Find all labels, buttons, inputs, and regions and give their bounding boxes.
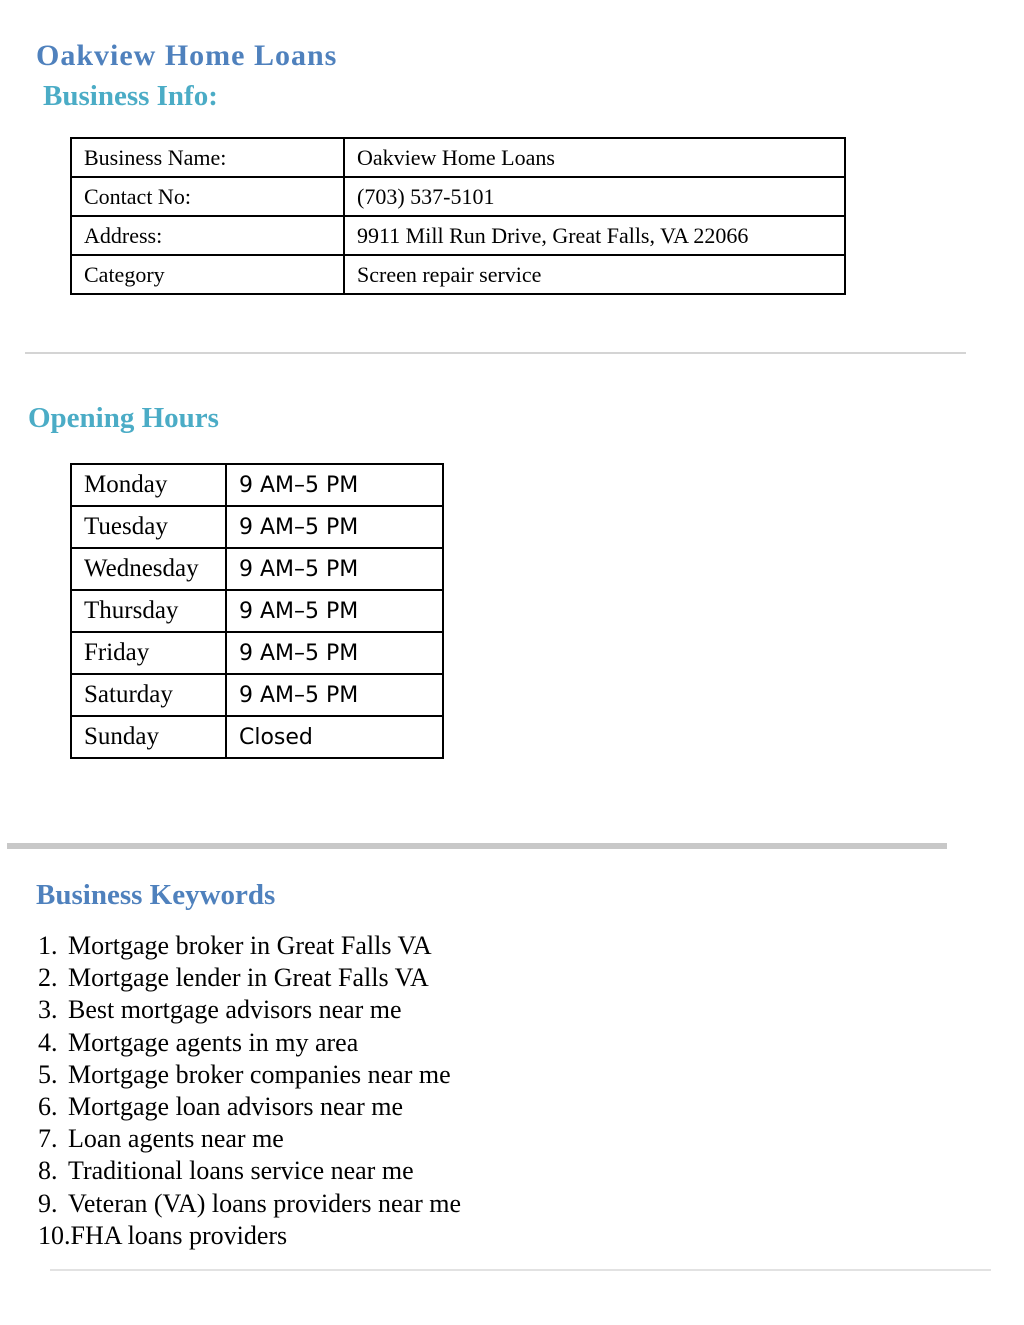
keyword-text: Traditional loans service near me	[68, 1156, 414, 1186]
hours-tuesday: 9 AM–5 PM	[226, 506, 443, 548]
hours-monday: 9 AM–5 PM	[226, 464, 443, 506]
category-value: Screen repair service	[344, 255, 845, 294]
keyword-list	[38, 930, 461, 1252]
section-divider	[7, 843, 947, 849]
business-info-heading: Business Info:	[43, 80, 218, 112]
hours-friday: 9 AM–5 PM	[226, 632, 443, 674]
table-row	[71, 506, 443, 548]
business-name-value: Oakview Home Loans	[344, 138, 845, 177]
hours-wednesday: 9 AM–5 PM	[226, 548, 443, 590]
page-title: Oakview Home Loans	[36, 39, 338, 72]
list-item	[38, 1123, 461, 1155]
business-info-table	[70, 137, 846, 295]
list-item	[38, 1027, 461, 1059]
list-number: 8.	[38, 1156, 58, 1186]
table-row	[71, 632, 443, 674]
hours-sunday: Closed	[226, 716, 443, 758]
section-divider	[25, 352, 966, 354]
keyword-text: Veteran (VA) loans providers near me	[68, 1188, 461, 1218]
table-row	[71, 216, 845, 255]
address-label: Address:	[71, 216, 344, 255]
keyword-text: Mortgage broker companies near me	[68, 1059, 451, 1089]
keyword-text: Loan agents near me	[68, 1124, 284, 1154]
day-thursday: Thursday	[71, 590, 226, 632]
keyword-text: Mortgage agents in my area	[68, 1027, 359, 1057]
keywords-heading: Business Keywords	[36, 879, 276, 911]
day-tuesday: Tuesday	[71, 506, 226, 548]
section-divider	[50, 1269, 991, 1271]
table-row	[71, 138, 845, 177]
list-item	[38, 962, 461, 994]
list-number: 6.	[38, 1092, 58, 1122]
list-item	[38, 1059, 461, 1091]
keyword-text: FHA loans providers	[70, 1220, 288, 1250]
keyword-text: Mortgage broker in Great Falls VA	[68, 931, 432, 960]
day-sunday: Sunday	[71, 716, 226, 758]
hours-thursday: 9 AM–5 PM	[226, 590, 443, 632]
list-number: 2.	[38, 963, 58, 993]
business-name-label: Business Name:	[71, 138, 344, 177]
category-label: Category	[71, 255, 344, 294]
keyword-text: Mortgage loan advisors near me	[68, 1092, 404, 1122]
day-monday: Monday	[71, 464, 226, 506]
day-wednesday: Wednesday	[71, 548, 226, 590]
day-saturday: Saturday	[71, 674, 226, 716]
list-item	[38, 1091, 461, 1123]
table-row	[71, 548, 443, 590]
list-number: 5.	[38, 1059, 58, 1089]
keyword-text: Mortgage lender in Great Falls VA	[68, 963, 429, 993]
table-row	[71, 674, 443, 716]
list-number: 7.	[38, 1124, 58, 1154]
list-item	[38, 1220, 461, 1252]
table-row	[71, 464, 443, 506]
opening-hours-table	[70, 463, 444, 759]
opening-hours-heading: Opening Hours	[28, 402, 219, 434]
keyword-text: Best mortgage advisors near me	[68, 995, 402, 1025]
list-number: 4.	[38, 1027, 58, 1057]
list-number: 9.	[38, 1188, 58, 1218]
list-number: 1.	[38, 931, 58, 960]
hours-saturday: 9 AM–5 PM	[226, 674, 443, 716]
list-item	[38, 994, 461, 1026]
contact-no-value: (703) 537-5101	[344, 177, 845, 216]
day-friday: Friday	[71, 632, 226, 674]
contact-no-label: Contact No:	[71, 177, 344, 216]
table-row	[71, 716, 443, 758]
list-item	[38, 1188, 461, 1220]
table-row	[71, 177, 845, 216]
address-value: 9911 Mill Run Drive, Great Falls, VA 22066	[344, 216, 845, 255]
list-number: 10.	[38, 1220, 71, 1250]
list-number: 3.	[38, 995, 58, 1025]
list-item	[38, 1155, 461, 1187]
list-item	[38, 930, 461, 962]
table-row	[71, 255, 845, 294]
table-row	[71, 590, 443, 632]
